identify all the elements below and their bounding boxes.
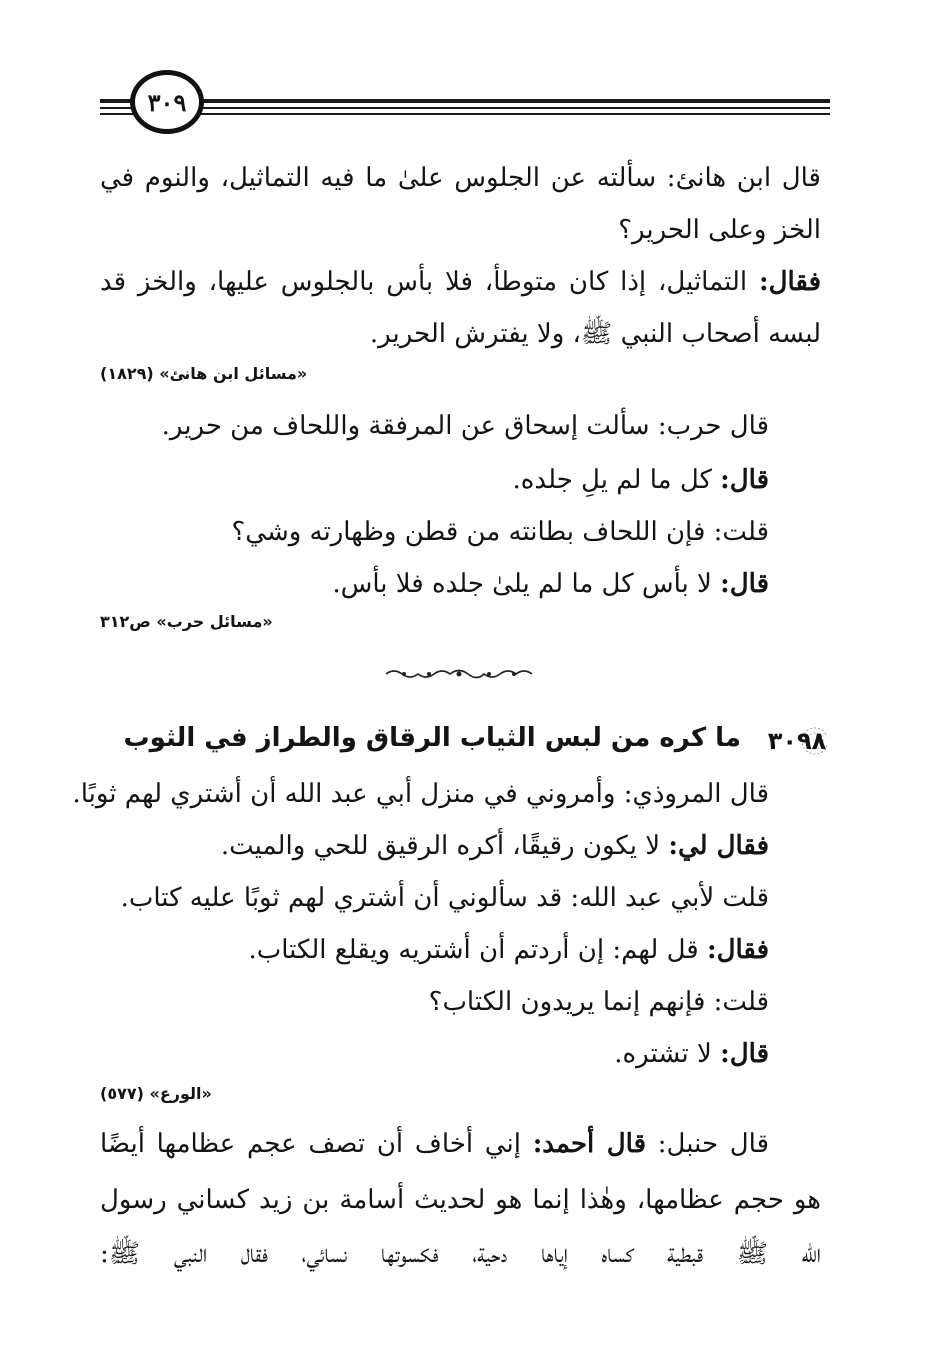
text-line [332,564,769,604]
header-rule [100,113,830,115]
source-citation [100,1084,212,1104]
speaker-label: فقال لي: [668,831,769,861]
text-span: لا تشتره. [614,1039,721,1069]
text-line [513,460,769,500]
source-title: «مسائل ابن هانئ» [159,364,308,383]
text-line: قال ابن هانئ: سألته عن الجلوس علىٰ ما فيه التماثيل، والنوم في [100,163,821,193]
source-title: «الورع» [149,1084,212,1103]
page-number-badge [130,70,204,134]
text-line [614,1034,769,1074]
text-line: قلت لأبي عبد الله: قد سألوني أن أشتري لهم ثوبًا عليه كتاب. [120,883,769,913]
text-line: قلت: فإنهم إنما يريدون الكتاب؟ [428,987,769,1017]
text-line: الخز وعلى الحرير؟ [618,215,821,245]
text-span: التماثيل، إذا كان متوطأ، فلا بأس بالجلوس عليها، والخز قد [100,267,759,297]
speaker-label: قال أحمد: [532,1129,647,1159]
ornament-divider-icon [384,666,534,682]
text-line: لبسه أصحاب النبي ﷺ، ولا يفترش الحرير. [369,319,821,349]
text-line: الله ﷺ قبطية كساه إياها دحية، فكسوتها نسائي، فقال النبي ﷺ: [100,1239,821,1269]
text-line [100,1124,769,1164]
speaker-label: فقال: [759,267,821,297]
page-header [100,68,830,148]
entry-number: ٣٠٩٨ [767,727,827,755]
source-number: (١٨٢٩) [100,364,154,383]
speaker-label: قال: [720,465,769,495]
text-span: كل ما لم يلِ جلده. [512,465,721,495]
source-title: «مسائل حرب» [156,612,273,631]
text-span: إني أخاف أن تصف عجم عظامها أيضًا [100,1129,533,1159]
source-citation [100,364,307,384]
text-line: هو حجم عظامها، وهٰذا إنما هو لحديث أسامة بن زيد كساني رسول [100,1185,821,1215]
source-number: (٥٧٧) [100,1084,144,1103]
source-number: ص٣١٢ [100,612,151,631]
page-number: ٣٠٩ [147,87,187,117]
section-title: ما كره من لبس الثياب الرقاق والطراز في الثوب [123,723,741,753]
text-line: قلت: فإن اللحاف بطانته من قطن وظهارته وشي؟ [231,517,769,547]
header-rule [100,99,830,103]
speaker-label: قال: [720,569,769,599]
text-span: لا يكون رقيقًا، أكره الرقيق للحي والميت. [220,831,669,861]
source-citation [100,612,273,632]
text-line [100,262,821,302]
header-rule [100,107,830,109]
speaker-label: فقال: [707,935,769,965]
speaker-label: قال: [720,1039,769,1069]
text-span: قال حنبل: [646,1129,769,1159]
text-line [221,826,769,866]
text-span: لا بأس كل ما لم يلىٰ جلده فلا بأس. [332,569,721,599]
text-span: قل لهم: إن أردتم أن أشتريه ويقلع الكتاب. [248,935,707,965]
text-line [248,930,769,970]
text-line: قال المروذي: وأمروني في منزل أبي عبد الله أن أشتري لهم ثوبًا. [72,779,769,809]
text-line: قال حرب: سألت إسحاق عن المرفقة واللحاف من حرير. [161,411,769,441]
entry-number-badge [767,724,827,758]
